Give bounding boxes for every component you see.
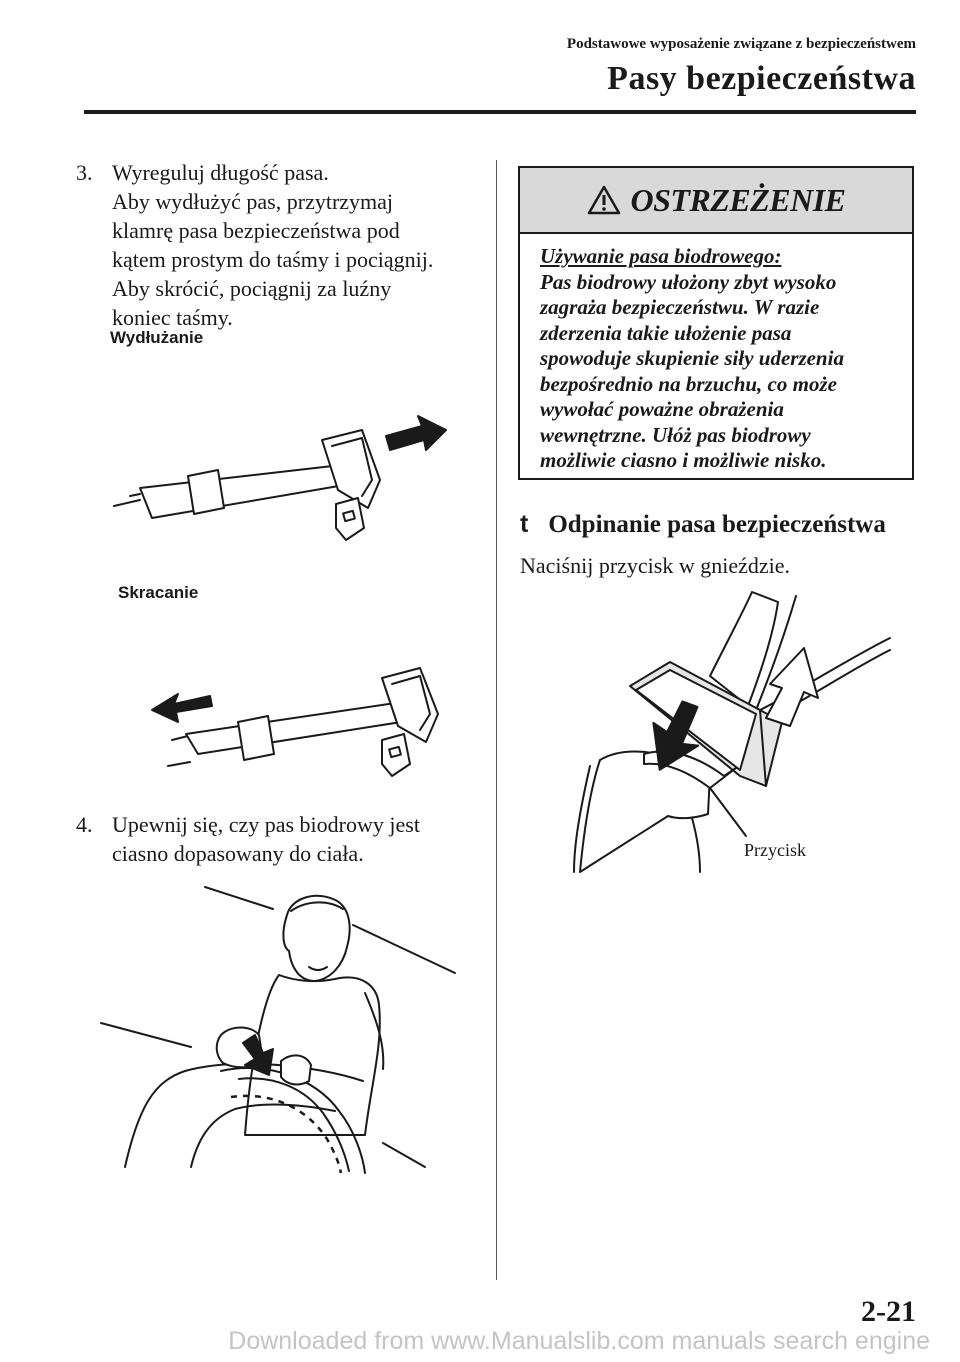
- warning-line: zderzenia takie ułożenie pasa: [540, 320, 792, 345]
- section-text: Naciśnij przycisk w gnieździe.: [520, 553, 791, 578]
- lengthen-caption: Wydłużanie: [110, 328, 204, 347]
- step-line: klamrę pasa bezpieczeństwa pod: [112, 218, 400, 243]
- step-line: ciasno dopasowany do ciała.: [112, 841, 364, 866]
- step-line: koniec taśmy.: [112, 305, 233, 330]
- warning-line: zagraża bezpieczeństwu. W razie: [540, 295, 820, 319]
- section-heading-text: Odpinanie pasa bezpieczeństwa: [548, 511, 886, 538]
- warning-subtitle: Używanie pasa biodrowego:: [540, 244, 782, 268]
- step-number: 3.: [76, 160, 93, 185]
- section-heading: [520, 510, 886, 539]
- step-line: kątem prostym do taśmy i pociągnij.: [112, 247, 434, 272]
- step-line: Aby skrócić, pociągnij za luźny: [112, 276, 392, 301]
- step-line: Wyreguluj długość pasa.: [112, 160, 329, 185]
- step-3: [76, 158, 486, 332]
- page-number: 2-21: [861, 1295, 916, 1328]
- warning-header: [520, 168, 912, 234]
- header-rule: [84, 110, 916, 114]
- warning-title: OSTRZEŻENIE: [630, 181, 846, 218]
- warning-body: [520, 234, 912, 474]
- warning-line: spowoduje skupienie siły uderzenia: [540, 346, 844, 370]
- step-4: [76, 810, 486, 868]
- warning-line: wywołać poważne obrażenia: [540, 397, 784, 421]
- lap-belt-illustration: [95, 885, 465, 1175]
- button-label: Przycisk: [744, 840, 806, 860]
- warning-line: bezpośrednio na brzuchu, co może: [540, 371, 837, 396]
- chapter-subtitle: Podstawowe wyposażenie związane z bezpieczeństwem: [566, 36, 916, 52]
- step-line: Upewnij się, czy pas biodrowy jest: [112, 812, 420, 837]
- lengthen-illustration: [100, 410, 460, 560]
- buckle-release-illustration: [560, 590, 900, 880]
- footer-site: Downloaded from www.Manualslib.com manuals search engine: [228, 1327, 930, 1355]
- column-divider: [496, 160, 497, 1280]
- shorten-caption: Skracanie: [118, 583, 199, 602]
- step-number: 4.: [76, 812, 93, 837]
- section-marker: t: [520, 510, 529, 538]
- step-line: Aby wydłużyć pas, przytrzymaj: [112, 189, 394, 214]
- shorten-illustration: [150, 650, 460, 790]
- warning-triangle-icon: [587, 185, 621, 215]
- warning-line: wewnętrzne. Ułóż pas biodrowy: [540, 422, 811, 447]
- warning-line: możliwie ciasno i możliwie nisko.: [540, 448, 827, 472]
- page-title: Pasy bezpieczeństwa: [607, 60, 916, 97]
- warning-line: Pas biodrowy ułożony zbyt wysoko: [540, 269, 837, 294]
- warning-box: [518, 166, 914, 480]
